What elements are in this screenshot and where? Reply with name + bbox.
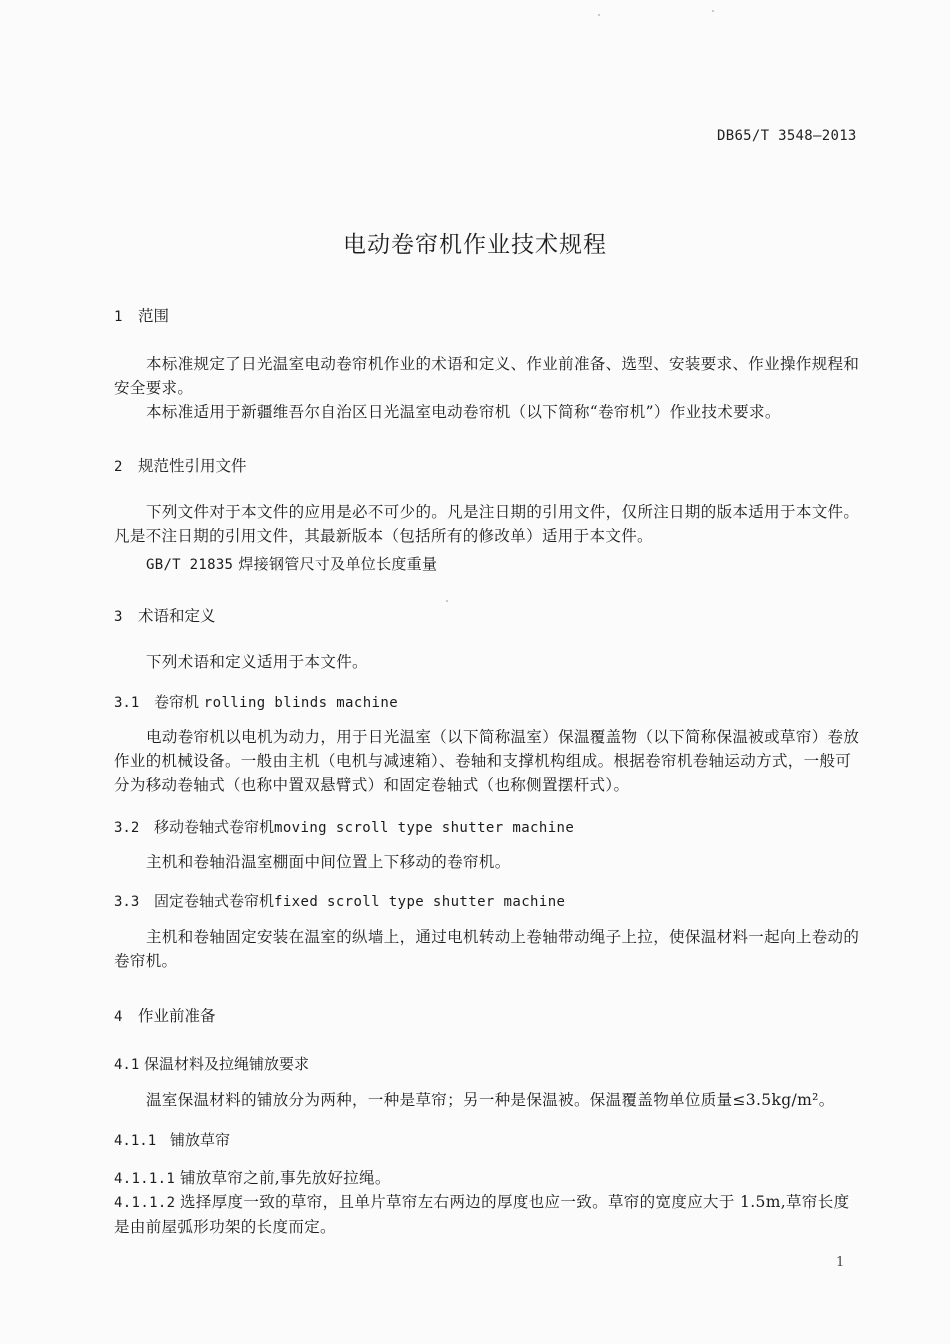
term-3-1-definition: 电动卷帘机以电机为动力，用于日光温室（以下简称温室）保温覆盖物（以下简称保温被或草帘）卷放作业的机械设备。一般由主机（电机与减速箱）、卷轴和支撑机构组成。根据卷帘机卷轴运动方式，一般可分为移动卷轴式（也称中置双悬臂式）和固定卷轴式（也称侧置摆杆式）。	[114, 728, 860, 794]
term-cn: 移动卷轴式卷帘机	[154, 818, 275, 836]
section-2-heading	[114, 454, 247, 476]
section-title: 规范性引用文件	[138, 457, 247, 475]
term-number: 3.1	[114, 695, 140, 711]
scan-speck	[598, 14, 600, 16]
section-1-paragraph-1: 本标准规定了日光温室电动卷帘机作业的术语和定义、作业前准备、选型、安装要求、作业操作规程和安全要求。	[114, 355, 860, 397]
section-2-paragraph: 下列文件对于本文件的应用是必不可少的。凡是注日期的引用文件，仅所注日期的版本适用于本文件。凡是不注日期的引用文件，其最新版本（包括所有的修改单）适用于本文件。	[114, 503, 860, 545]
section-title: 范围	[138, 307, 170, 325]
term-en: moving scroll type shutter machine	[274, 820, 575, 836]
clause-text: 铺放草帘之前,事先放好拉绳。	[180, 1169, 391, 1187]
term-number: 3.2	[114, 820, 140, 836]
subsection-number: 4.1	[114, 1057, 140, 1073]
subsection-number: 4.1.1	[114, 1133, 157, 1149]
term-en: rolling blinds machine	[203, 695, 399, 711]
clause-4-1-1-1	[114, 1166, 391, 1188]
section-number: 2	[114, 459, 123, 475]
clause-4-1-1-2	[114, 1190, 861, 1239]
section-4-heading	[114, 1004, 216, 1026]
section-number: 1	[114, 309, 123, 325]
section-1-heading	[114, 304, 169, 326]
scan-speck	[712, 10, 714, 12]
term-3-3-definition: 主机和卷轴固定安装在温室的纵墙上，通过电机转动上卷轴带动绳子上拉，使保温材料一起向上卷动的卷帘机。	[114, 928, 860, 970]
clause-text: 选择厚度一致的草帘，且单片草帘左右两边的厚度也应一致。草帘的宽度应大于 1.5m,草帘长度是由前屋弧形功架的长度而定。	[114, 1193, 850, 1236]
section-title: 术语和定义	[138, 607, 216, 625]
document-title: 电动卷帘机作业技术规程	[343, 232, 607, 258]
term-3-2-definition: 主机和卷轴沿温室棚面中间位置上下移动的卷帘机。	[146, 853, 511, 871]
subsection-title: 保温材料及拉绳铺放要求	[144, 1055, 310, 1073]
clause-number: 4.1.1.2	[114, 1195, 176, 1211]
term-3-2-heading	[114, 816, 574, 837]
standard-number: DB65/T 3548—2013	[717, 128, 857, 144]
scan-speck	[446, 600, 448, 602]
subsection-4-1-paragraph: 温室保温材料的铺放分为两种，一种是草帘；另一种是保温被。保温覆盖物单位质量≤3.5kg/m²。	[146, 1091, 835, 1109]
term-cn: 卷帘机	[154, 693, 200, 711]
normative-reference	[146, 553, 437, 574]
subsection-4-1-heading	[114, 1053, 309, 1074]
section-number: 3	[114, 609, 123, 625]
section-title: 作业前准备	[138, 1007, 216, 1025]
section-1-paragraph-2: 本标准适用于新疆维吾尔自治区日光温室电动卷帘机（以下简称“卷帘机”）作业技术要求。	[146, 403, 781, 421]
page-number: 1	[836, 1255, 845, 1270]
subsection-title: 铺放草帘	[170, 1131, 231, 1149]
section-3-heading	[114, 604, 216, 626]
reference-code: GB/T 21835	[146, 557, 234, 573]
reference-title: 焊接钢管尺寸及单位长度重量	[238, 555, 438, 573]
term-number: 3.3	[114, 894, 140, 910]
section-number: 4	[114, 1009, 123, 1025]
section-3-intro: 下列术语和定义适用于本文件。	[146, 653, 368, 671]
subsection-4-1-1-heading	[114, 1129, 230, 1150]
term-3-3-heading	[114, 890, 565, 911]
term-cn: 固定卷轴式卷帘机	[154, 892, 275, 910]
term-en: fixed scroll type shutter machine	[274, 894, 566, 910]
clause-number: 4.1.1.1	[114, 1171, 176, 1187]
term-3-1-heading	[114, 691, 398, 712]
